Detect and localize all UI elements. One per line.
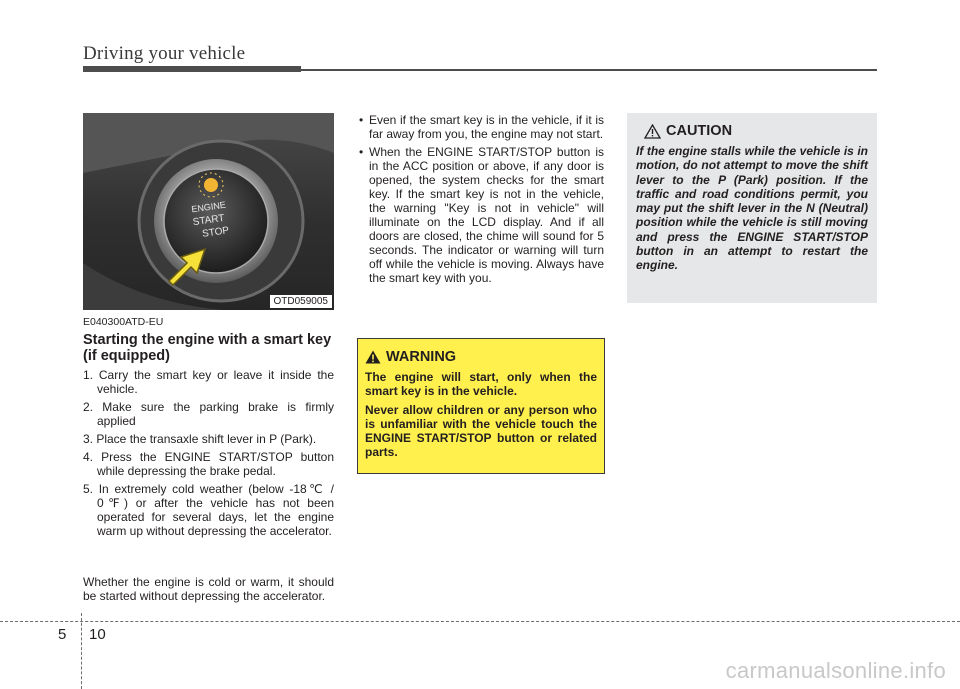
- list-item: 3. Place the transaxle shift lever in P (Park).: [83, 432, 317, 446]
- start-stop-button-photo: [83, 113, 334, 310]
- closing-paragraph: Whether the engine is cold or warm, it should be started without depressing the accelerator.: [83, 575, 334, 603]
- steps-list: [83, 368, 334, 542]
- start-stop-button-illustration: [83, 113, 334, 310]
- warning-box: [357, 338, 605, 474]
- list-item: 1. Carry the smart key or leave it inside the vehicle.: [83, 368, 334, 396]
- caution-triangle-icon: [644, 124, 661, 139]
- caution-title: CAUTION: [666, 123, 733, 139]
- bullet-icon: •: [359, 113, 364, 127]
- button-label-engine: ENGINE: [190, 199, 227, 215]
- photo-code: OTD059005: [270, 295, 332, 308]
- list-item: 4. Press the ENGINE START/STOP button while depressing the brake pedal.: [83, 450, 334, 478]
- list-item: [357, 113, 604, 141]
- section-title: Starting the engine with a smart key (if equipped): [83, 332, 332, 364]
- caution-box: [627, 113, 877, 303]
- watermark: carmanualsonline.info: [725, 658, 946, 683]
- warning-title: WARNING: [386, 349, 457, 365]
- header-rule-thick: [83, 66, 301, 72]
- notes-list: [357, 113, 604, 289]
- bullet-icon: •: [359, 145, 364, 159]
- button-label-start: START: [192, 212, 226, 229]
- warning-paragraph: The engine will start, only when the smart key is in the vehicle.: [365, 370, 597, 398]
- page-number: 10: [89, 626, 106, 643]
- warning-paragraph: Never allow children or any person who is unfamiliar with the vehicle touch the ENGINE START/STOP button or related parts.: [365, 403, 597, 459]
- caution-text: If the engine stalls while the vehicle is in motion, do not attempt to move the shift lever to the P (Park) position. If the traffic and road conditions permit, you may put the shift lever in the N (Neutral) position while the vehicle is still moving and press the ENGINE START/STOP button in an attempt to restart the engine.: [636, 144, 868, 273]
- footer-divider: [81, 613, 82, 689]
- list-item: 2. Make sure the parking brake is firmly applied: [83, 400, 334, 428]
- note-text: Even if the smart key is in the vehicle, if it is far away from you, the engine may not start.: [369, 113, 604, 141]
- list-item: [357, 145, 604, 285]
- list-item: 5. In extremely cold weather (below -18℃ / 0℉) or after the vehicle has not been operated for several days, let the engine warm up without depressing the accelerator.: [83, 482, 334, 538]
- warning-triangle-icon: [365, 350, 381, 364]
- footer-rule: [0, 621, 960, 622]
- section-code: E040300ATD-EU: [83, 316, 164, 328]
- chapter-number: 5: [58, 626, 67, 643]
- button-label-stop: STOP: [201, 225, 230, 240]
- note-text: When the ENGINE START/STOP button is in the ACC position or above, if any door is opened, the system checks for the smart key. If the smart key is not in the vehicle, the warning "Key is not in vehicle" will illuminate on the LCD display. And if all doors are closed, the chime will sound for 5 seconds. The indicator or warning will turn off while the vehicle is moving. Always have the smart key with you.: [369, 145, 604, 285]
- page-header-title: Driving your vehicle: [83, 43, 246, 64]
- header-rule-thin: [301, 69, 877, 71]
